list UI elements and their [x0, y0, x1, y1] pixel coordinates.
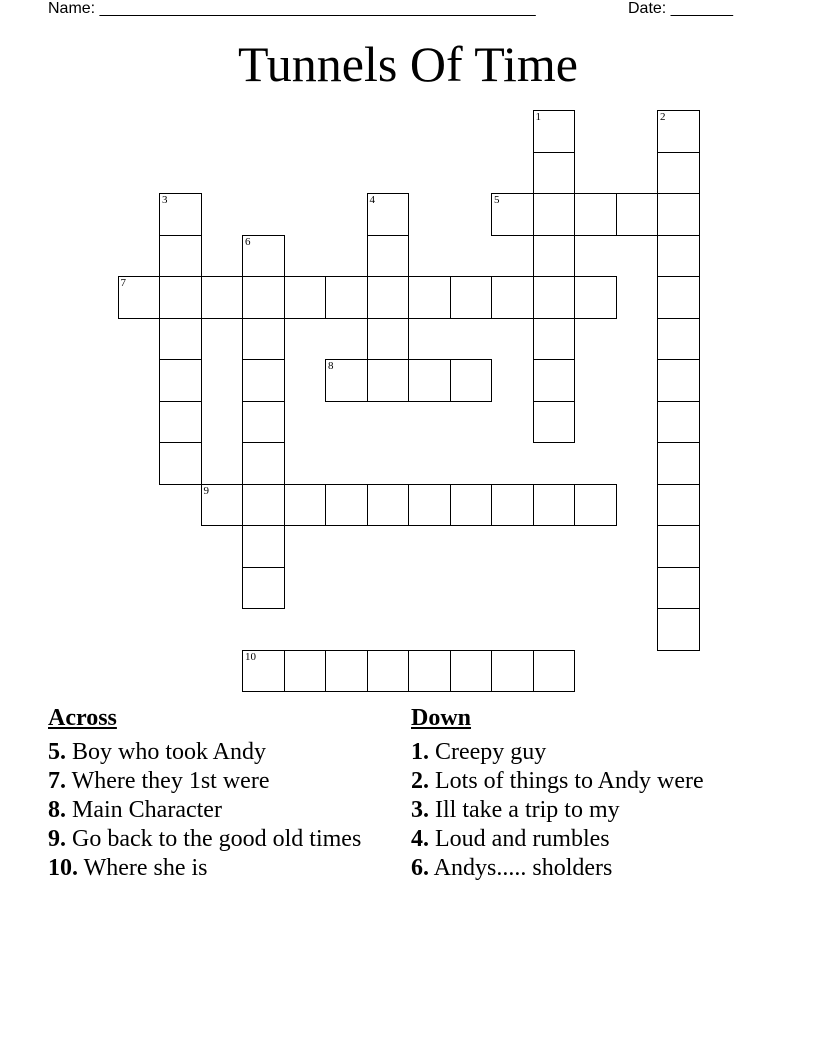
clue-text: Main Character — [66, 797, 222, 823]
grid-cell[interactable] — [533, 110, 576, 153]
across-clue-7 — [48, 767, 378, 796]
grid-cell[interactable] — [201, 276, 244, 319]
grid-cell[interactable] — [159, 359, 202, 402]
clue-text: Go back to the good old times — [66, 826, 362, 852]
grid-cell[interactable] — [657, 110, 700, 153]
grid-cell[interactable] — [242, 318, 285, 361]
clue-number: 8. — [48, 797, 66, 823]
grid-cell[interactable] — [657, 193, 700, 236]
grid-cell[interactable] — [118, 276, 161, 319]
grid-cell[interactable] — [657, 525, 700, 568]
down-clue-1 — [411, 738, 731, 767]
clue-number-label: 8 — [328, 360, 334, 372]
grid-cell[interactable] — [242, 567, 285, 610]
grid-cell[interactable] — [657, 484, 700, 527]
grid-cell[interactable] — [325, 359, 368, 402]
date-field-label[interactable]: Date: _______ — [628, 0, 733, 17]
grid-cell[interactable] — [408, 359, 451, 402]
grid-cell[interactable] — [159, 235, 202, 278]
clue-number-label: 10 — [245, 650, 256, 663]
grid-cell[interactable] — [159, 442, 202, 485]
down-clues — [411, 704, 731, 883]
grid-cell[interactable] — [616, 193, 659, 236]
grid-cell[interactable] — [533, 152, 576, 195]
grid-cell[interactable] — [491, 276, 534, 319]
grid-cell[interactable] — [533, 401, 576, 444]
across-clue-8 — [48, 796, 378, 825]
clue-text: Loud and rumbles — [429, 826, 610, 852]
down-clue-3 — [411, 796, 731, 825]
grid-cell[interactable] — [367, 318, 410, 361]
clue-number: 10. — [48, 855, 78, 881]
name-field-label[interactable]: Name: _________________________________________________ — [48, 0, 536, 17]
clue-number-label: 6 — [245, 235, 251, 248]
grid-cell[interactable] — [574, 276, 617, 319]
grid-cell[interactable] — [533, 318, 576, 361]
grid-cell[interactable] — [657, 442, 700, 485]
grid-cell[interactable] — [657, 567, 700, 610]
clue-number-label: 7 — [120, 277, 126, 289]
down-clue-2 — [411, 767, 731, 796]
grid-cell[interactable] — [284, 650, 327, 693]
grid-cell[interactable] — [284, 276, 327, 319]
grid-cell[interactable] — [450, 276, 493, 319]
clue-text: Where they 1st were — [66, 768, 270, 794]
grid-cell[interactable] — [159, 401, 202, 444]
grid-cell[interactable] — [367, 276, 410, 319]
across-clue-10 — [48, 854, 378, 883]
down-heading: Down — [411, 705, 472, 731]
grid-cell[interactable] — [325, 650, 368, 693]
grid-cell[interactable] — [242, 442, 285, 485]
clue-number-label: 5 — [494, 194, 500, 206]
grid-cell[interactable] — [408, 276, 451, 319]
grid-cell[interactable] — [367, 359, 410, 402]
clue-number: 4. — [411, 826, 429, 852]
grid-cell[interactable] — [242, 276, 285, 319]
clue-number: 7. — [48, 768, 66, 794]
grid-cell[interactable] — [657, 318, 700, 361]
grid-cell[interactable] — [408, 650, 451, 693]
clue-text: Ill take a trip to my — [429, 797, 620, 823]
grid-cell[interactable] — [242, 359, 285, 402]
across-clue-5 — [48, 738, 378, 767]
grid-cell[interactable] — [159, 318, 202, 361]
clue-number-label: 2 — [660, 111, 666, 123]
grid-cell[interactable] — [491, 484, 534, 527]
clue-number: 3. — [411, 797, 429, 823]
clue-number: 2. — [411, 768, 429, 794]
grid-cell[interactable] — [657, 359, 700, 402]
clue-text: Creepy guy — [429, 739, 547, 765]
clue-number-label: 9 — [203, 484, 209, 497]
clue-number-label: 3 — [162, 194, 168, 206]
grid-cell[interactable] — [533, 359, 576, 402]
grid-cell[interactable] — [242, 235, 285, 278]
grid-cell[interactable] — [574, 484, 617, 527]
grid-cell[interactable] — [533, 650, 576, 693]
clue-number-label: 4 — [369, 194, 375, 206]
grid-cell[interactable] — [408, 484, 451, 527]
clue-number-label: 1 — [535, 111, 541, 123]
grid-cell[interactable] — [450, 484, 493, 527]
grid-cell[interactable] — [159, 193, 202, 236]
clue-text: Where she is — [78, 855, 208, 881]
grid-cell[interactable] — [325, 484, 368, 527]
grid-cell[interactable] — [159, 276, 202, 319]
clue-text: Andys..... sholders — [429, 855, 613, 881]
grid-cell[interactable] — [242, 525, 285, 568]
grid-cell[interactable] — [450, 650, 493, 693]
down-clue-4 — [411, 825, 731, 854]
grid-cell[interactable] — [491, 193, 534, 236]
grid-cell[interactable] — [201, 484, 244, 527]
grid-cell[interactable] — [574, 193, 617, 236]
grid-cell[interactable] — [491, 650, 534, 693]
grid-cell[interactable] — [657, 276, 700, 319]
clue-number: 6. — [411, 855, 429, 881]
clue-text: Boy who took Andy — [66, 739, 267, 765]
down-clue-6 — [411, 854, 731, 883]
grid-cell[interactable] — [533, 484, 576, 527]
clue-number: 9. — [48, 826, 66, 852]
grid-cell[interactable] — [657, 401, 700, 444]
puzzle-title: Tunnels Of Time — [238, 36, 578, 92]
across-clues — [48, 704, 378, 883]
grid-cell[interactable] — [367, 193, 410, 236]
across-clue-9 — [48, 825, 378, 854]
grid-cell[interactable] — [657, 235, 700, 278]
grid-cell[interactable] — [533, 235, 576, 278]
grid-cell[interactable] — [367, 650, 410, 693]
grid-cell[interactable] — [284, 484, 327, 527]
grid-cell[interactable] — [533, 193, 576, 236]
clue-number: 1. — [411, 739, 429, 765]
grid-cell[interactable] — [367, 484, 410, 527]
grid-cell[interactable] — [367, 235, 410, 278]
grid-cell[interactable] — [242, 650, 285, 693]
across-heading: Across — [48, 705, 117, 731]
grid-cell[interactable] — [657, 608, 700, 651]
grid-cell[interactable] — [450, 359, 493, 402]
grid-cell[interactable] — [325, 276, 368, 319]
grid-cell[interactable] — [242, 484, 285, 527]
grid-cell[interactable] — [657, 152, 700, 195]
clue-number: 5. — [48, 739, 66, 765]
grid-cell[interactable] — [242, 401, 285, 444]
grid-cell[interactable] — [533, 276, 576, 319]
clue-text: Lots of things to Andy were — [429, 768, 704, 794]
